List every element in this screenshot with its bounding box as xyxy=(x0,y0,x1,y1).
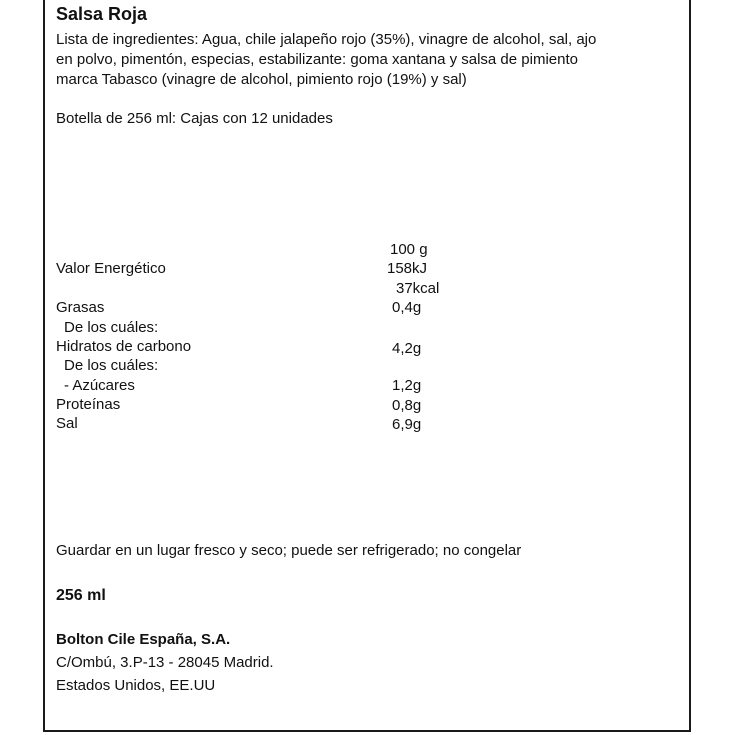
product-title: Salsa Roja xyxy=(56,4,148,24)
nutrition-value: 6,9g xyxy=(392,416,422,433)
nutrition-value: 4,2g xyxy=(392,340,422,357)
packaging-info: Botella de 256 ml: Cajas con 12 unidades xyxy=(56,110,333,127)
company-name: Bolton Cile España, S.A. xyxy=(56,631,231,648)
nutrition-header-value: 100 g xyxy=(390,241,428,258)
ingredients-line: marca Tabasco (vinagre de alcohol, pimiento rojo (19%) y sal) xyxy=(56,71,467,88)
nutrition-label: - Azúcares xyxy=(64,377,135,394)
net-volume: 256 ml xyxy=(56,587,106,604)
nutrition-label: Valor Energético xyxy=(56,260,166,277)
nutrition-label: De los cuáles: xyxy=(64,319,159,336)
nutrition-label: Hidratos de carbono xyxy=(56,338,192,355)
ingredients-line: Lista de ingredientes: Agua, chile jalapeño rojo (35%), vinagre de alcohol, sal, ajo xyxy=(56,31,597,48)
nutrition-label: De los cuáles: xyxy=(64,357,159,374)
nutrition-value: 37kcal xyxy=(396,280,440,297)
nutrition-value: 0,8g xyxy=(392,397,422,414)
storage-instructions: Guardar en un lugar fresco y seco; puede ser refrigerado; no congelar xyxy=(56,542,522,559)
nutrition-value: 158kJ xyxy=(387,260,428,277)
nutrition-value: 1,2g xyxy=(392,377,422,394)
company-address: C/Ombú, 3.P-13 - 28045 Madrid. xyxy=(56,654,274,671)
ingredients-list xyxy=(56,30,676,90)
nutrition-label: Sal xyxy=(56,415,78,432)
nutrition-label: Proteínas xyxy=(56,396,121,413)
company-country: Estados Unidos, EE.UU xyxy=(56,677,216,694)
nutrition-label: Grasas xyxy=(56,299,105,316)
ingredients-line: en polvo, pimentón, especias, estabilizante: goma xantana y salsa de pimiento xyxy=(56,51,578,68)
nutrition-value: 0,4g xyxy=(392,299,422,316)
